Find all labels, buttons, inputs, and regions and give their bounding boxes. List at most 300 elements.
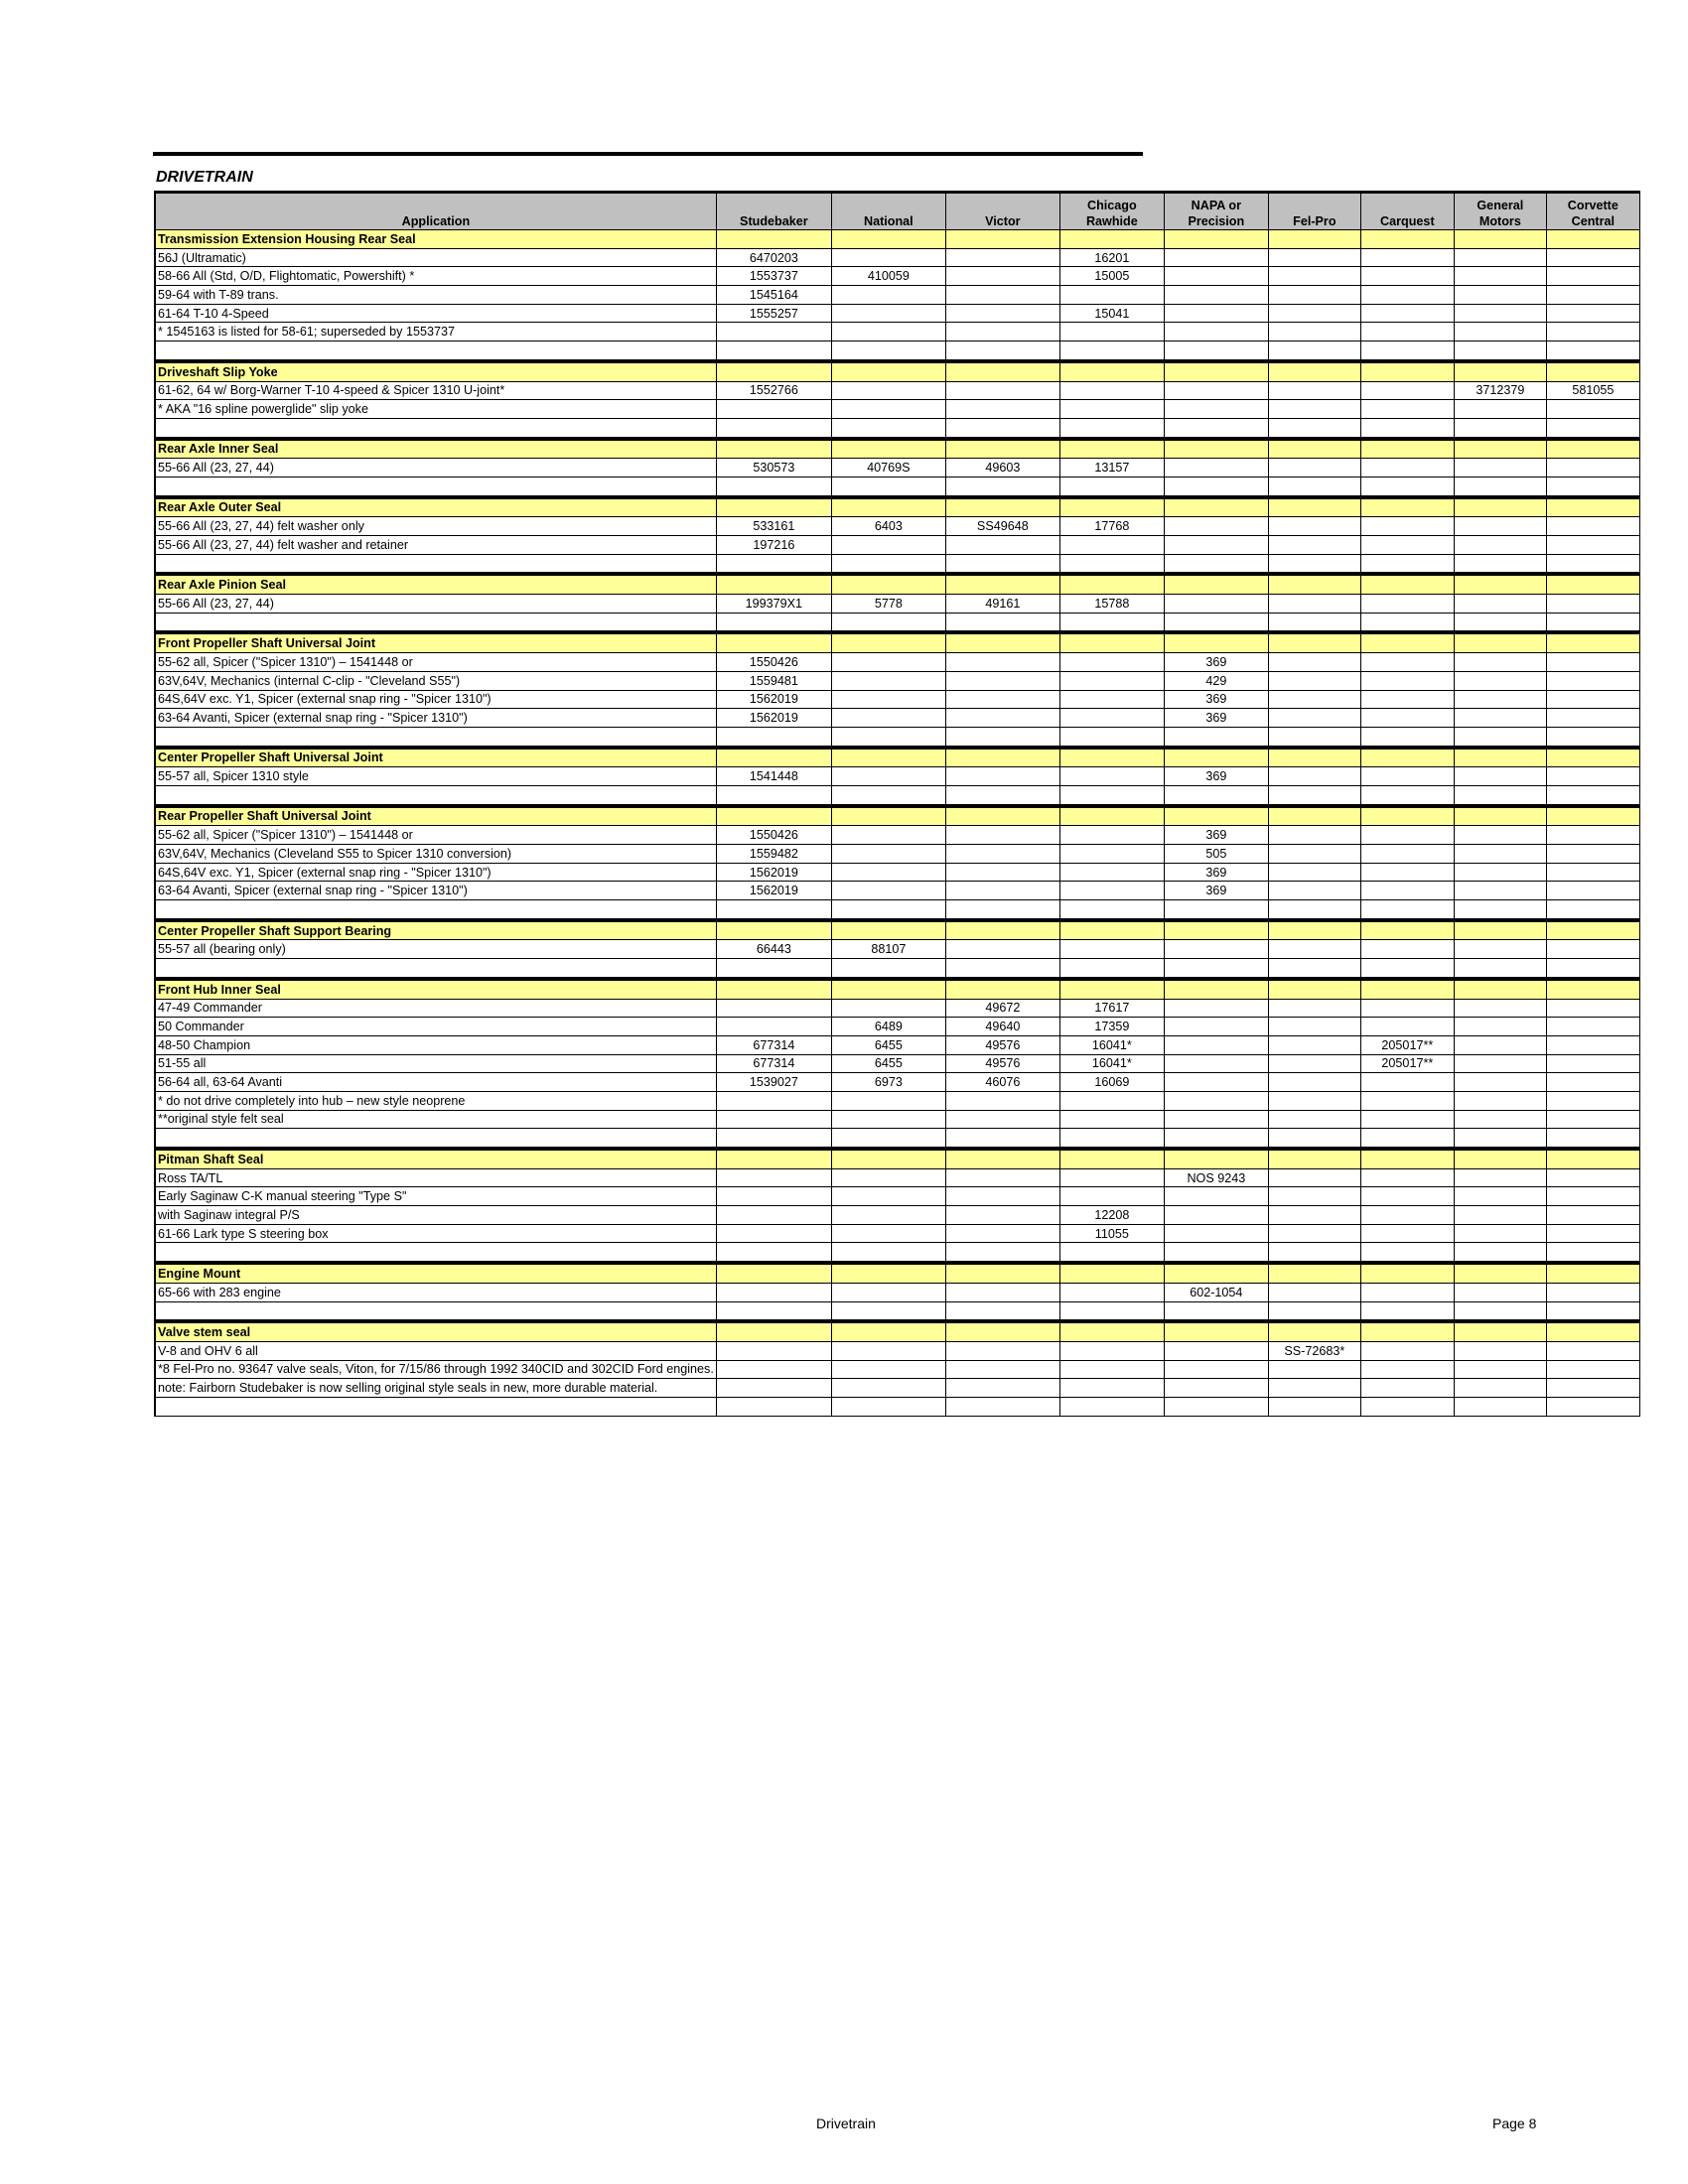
part-number-cell [1546, 286, 1639, 305]
part-number-cell [1360, 418, 1454, 438]
part-number-cell [1360, 900, 1454, 920]
part-number-cell [945, 400, 1059, 419]
part-number-cell [1268, 863, 1360, 882]
part-number-cell [1546, 900, 1639, 920]
section-cell [716, 497, 831, 517]
section-label: Rear Axle Inner Seal [155, 439, 716, 459]
part-number-cell [1546, 1301, 1639, 1321]
part-number-cell [1454, 304, 1546, 323]
section-cell [1164, 920, 1268, 940]
part-number-cell [1360, 1341, 1454, 1360]
part-number-cell [1164, 418, 1268, 438]
part-number-cell [831, 536, 945, 555]
part-number-cell: 369 [1164, 863, 1268, 882]
part-number-cell [831, 767, 945, 786]
part-number-cell [1059, 690, 1164, 709]
blank-row [155, 727, 1639, 747]
part-number-cell [1454, 785, 1546, 805]
header-row [155, 193, 1639, 230]
part-number-cell: 530573 [716, 459, 831, 478]
application-cell: 61-62, 64 w/ Borg-Warner T-10 4-speed & Spicer 1310 U-joint* [155, 381, 716, 400]
part-number-cell [1360, 459, 1454, 478]
part-number-cell [1164, 1018, 1268, 1036]
part-number-cell: 1562019 [716, 709, 831, 728]
part-number-cell [1546, 1110, 1639, 1129]
table-row [155, 1360, 1639, 1379]
part-number-cell [1454, 1187, 1546, 1206]
part-number-cell [831, 845, 945, 864]
section-header-row [155, 497, 1639, 517]
table-row [155, 1054, 1639, 1073]
part-number-cell [831, 671, 945, 690]
section-cell [1360, 439, 1454, 459]
table-row [155, 323, 1639, 341]
part-number-cell [831, 1397, 945, 1416]
application-cell [155, 959, 716, 979]
application-cell: 55-66 All (23, 27, 44) [155, 595, 716, 614]
part-number-cell [716, 477, 831, 496]
part-number-cell [1454, 1224, 1546, 1243]
part-number-cell [945, 1224, 1059, 1243]
section-cell [1546, 497, 1639, 517]
section-header-row [155, 806, 1639, 826]
part-number-cell: 1541448 [716, 767, 831, 786]
table-row [155, 536, 1639, 555]
part-number-cell [1268, 286, 1360, 305]
table-row [155, 690, 1639, 709]
section-label: Engine Mount [155, 1263, 716, 1283]
section-cell [1454, 979, 1546, 999]
section-cell [1546, 439, 1639, 459]
application-cell: 50 Commander [155, 1018, 716, 1036]
part-number-cell [1546, 1091, 1639, 1110]
part-number-cell [1454, 286, 1546, 305]
section-cell [1546, 1263, 1639, 1283]
table-row [155, 826, 1639, 845]
section-cell [831, 230, 945, 249]
section-cell [1268, 574, 1360, 594]
part-number-cell [1268, 959, 1360, 979]
section-cell [1059, 361, 1164, 381]
part-number-cell [1059, 1168, 1164, 1187]
application-cell: 64S,64V exc. Y1, Spicer (external snap ring - "Spicer 1310") [155, 863, 716, 882]
section-cell [716, 574, 831, 594]
part-number-cell [1454, 767, 1546, 786]
part-number-cell [1360, 1018, 1454, 1036]
part-number-cell [945, 709, 1059, 728]
section-cell [1454, 632, 1546, 652]
part-number-cell: 15788 [1059, 595, 1164, 614]
part-number-cell [1546, 1360, 1639, 1379]
part-number-cell [716, 554, 831, 574]
part-number-cell [945, 1110, 1059, 1129]
part-number-cell [1546, 882, 1639, 900]
part-number-cell [1268, 1018, 1360, 1036]
section-cell [1268, 497, 1360, 517]
part-number-cell [716, 1360, 831, 1379]
part-number-cell [1546, 1283, 1639, 1301]
section-cell [945, 1263, 1059, 1283]
section-cell [1164, 1149, 1268, 1168]
blank-row [155, 613, 1639, 632]
part-number-cell [831, 1360, 945, 1379]
table-row [155, 940, 1639, 959]
part-number-cell [1360, 267, 1454, 286]
part-number-cell [1454, 1283, 1546, 1301]
part-number-cell [1546, 554, 1639, 574]
part-number-cell [1454, 1360, 1546, 1379]
part-number-cell [1059, 727, 1164, 747]
part-number-cell [945, 1283, 1059, 1301]
column-header: Chicago Rawhide [1059, 193, 1164, 230]
part-number-cell [1164, 554, 1268, 574]
part-number-cell [1059, 826, 1164, 845]
section-cell [945, 439, 1059, 459]
part-number-cell: 429 [1164, 671, 1268, 690]
part-number-cell [1360, 381, 1454, 400]
part-number-cell [1360, 882, 1454, 900]
part-number-cell [1360, 1360, 1454, 1379]
part-number-cell [945, 826, 1059, 845]
part-number-cell [716, 341, 831, 361]
section-cell [945, 806, 1059, 826]
section-cell [716, 632, 831, 652]
part-number-cell [1360, 826, 1454, 845]
part-number-cell [1164, 595, 1268, 614]
table-row [155, 1187, 1639, 1206]
part-number-cell [945, 1243, 1059, 1263]
part-number-cell [1360, 709, 1454, 728]
application-cell [155, 1301, 716, 1321]
section-cell [831, 1149, 945, 1168]
part-number-cell [1164, 999, 1268, 1018]
application-cell: V-8 and OHV 6 all [155, 1341, 716, 1360]
section-cell [1059, 1321, 1164, 1341]
blank-row [155, 477, 1639, 496]
part-number-cell: 1552766 [716, 381, 831, 400]
part-number-cell [945, 940, 1059, 959]
part-number-cell: 369 [1164, 653, 1268, 672]
part-number-cell [945, 341, 1059, 361]
part-number-cell [945, 1360, 1059, 1379]
part-number-cell [1059, 477, 1164, 496]
part-number-cell [1059, 1243, 1164, 1263]
part-number-cell [1546, 595, 1639, 614]
part-number-cell [716, 1224, 831, 1243]
application-cell [155, 341, 716, 361]
part-number-cell [1546, 1224, 1639, 1243]
part-number-cell [1546, 940, 1639, 959]
blank-row [155, 1129, 1639, 1149]
section-cell [1164, 748, 1268, 767]
blank-row [155, 341, 1639, 361]
application-cell: * AKA "16 spline powerglide" slip yoke [155, 400, 716, 419]
section-cell [1268, 439, 1360, 459]
part-number-cell: 46076 [945, 1073, 1059, 1092]
section-cell [1546, 632, 1639, 652]
part-number-cell [1268, 536, 1360, 555]
table-row [155, 1224, 1639, 1243]
part-number-cell [1268, 418, 1360, 438]
application-cell: 48-50 Champion [155, 1035, 716, 1054]
part-number-cell [1360, 517, 1454, 536]
section-cell [1268, 806, 1360, 826]
part-number-cell [831, 1301, 945, 1321]
part-number-cell [945, 613, 1059, 632]
part-number-cell: 49603 [945, 459, 1059, 478]
section-cell [1268, 1149, 1360, 1168]
table-row [155, 863, 1639, 882]
part-number-cell [1268, 400, 1360, 419]
part-number-cell: 1550426 [716, 826, 831, 845]
section-cell [1164, 230, 1268, 249]
part-number-cell [1454, 653, 1546, 672]
part-number-cell: 369 [1164, 826, 1268, 845]
part-number-cell [1454, 1091, 1546, 1110]
section-cell [945, 632, 1059, 652]
application-cell: 63V,64V, Mechanics (internal C-clip - "Cleveland S55") [155, 671, 716, 690]
part-number-cell: 1545164 [716, 286, 831, 305]
part-number-cell [945, 323, 1059, 341]
part-number-cell [1546, 400, 1639, 419]
part-number-cell: SS-72683* [1268, 1341, 1360, 1360]
section-label: Front Hub Inner Seal [155, 979, 716, 999]
part-number-cell [1360, 863, 1454, 882]
part-number-cell [945, 1301, 1059, 1321]
section-cell [1360, 979, 1454, 999]
section-cell [1268, 230, 1360, 249]
part-number-cell [1546, 1018, 1639, 1036]
part-number-cell: 15041 [1059, 304, 1164, 323]
part-number-cell [945, 304, 1059, 323]
section-cell [716, 920, 831, 940]
part-number-cell [716, 727, 831, 747]
section-cell [1360, 806, 1454, 826]
part-number-cell: 1539027 [716, 1073, 831, 1092]
part-number-cell [1360, 845, 1454, 864]
part-number-cell [1454, 1110, 1546, 1129]
section-cell [831, 1321, 945, 1341]
table-row [155, 267, 1639, 286]
part-number-cell [1546, 959, 1639, 979]
part-number-cell [716, 785, 831, 805]
table-row [155, 400, 1639, 419]
part-number-cell: 6455 [831, 1035, 945, 1054]
part-number-cell [1268, 304, 1360, 323]
part-number-cell [831, 959, 945, 979]
part-number-cell [1059, 709, 1164, 728]
part-number-cell [1268, 517, 1360, 536]
section-cell [1546, 979, 1639, 999]
part-number-cell [1546, 1206, 1639, 1225]
part-number-cell [831, 709, 945, 728]
part-number-cell [945, 959, 1059, 979]
part-number-cell: 205017** [1360, 1054, 1454, 1073]
section-cell [1268, 748, 1360, 767]
table-row [155, 1091, 1639, 1110]
application-cell: *8 Fel-Pro no. 93647 valve seals, Viton, for 7/15/86 through 1992 340CID and 302CID Ford engines. [155, 1360, 716, 1379]
part-number-cell [945, 267, 1059, 286]
section-label: Valve stem seal [155, 1321, 716, 1341]
part-number-cell: 17768 [1059, 517, 1164, 536]
part-number-cell [831, 826, 945, 845]
part-number-cell [1164, 900, 1268, 920]
section-cell [1059, 979, 1164, 999]
part-number-cell: 88107 [831, 940, 945, 959]
part-number-cell [945, 767, 1059, 786]
part-number-cell [1164, 341, 1268, 361]
section-cell [1059, 632, 1164, 652]
part-number-cell [1268, 900, 1360, 920]
part-number-cell [1268, 767, 1360, 786]
part-number-cell [1268, 381, 1360, 400]
part-number-cell [1454, 727, 1546, 747]
section-cell [1360, 1263, 1454, 1283]
part-number-cell [1268, 690, 1360, 709]
section-label: Transmission Extension Housing Rear Seal [155, 230, 716, 249]
part-number-cell: 1559481 [716, 671, 831, 690]
part-number-cell [1454, 709, 1546, 728]
part-number-cell [1164, 1187, 1268, 1206]
part-number-cell [1268, 1110, 1360, 1129]
part-number-cell [1546, 1129, 1639, 1149]
part-number-cell [1454, 845, 1546, 864]
part-number-cell: 49576 [945, 1054, 1059, 1073]
part-number-cell [1360, 477, 1454, 496]
part-number-cell [1268, 653, 1360, 672]
part-number-cell [831, 1110, 945, 1129]
part-number-cell [1164, 459, 1268, 478]
application-cell [155, 613, 716, 632]
part-number-cell [1546, 1397, 1639, 1416]
part-number-cell [831, 1206, 945, 1225]
column-header: General Motors [1454, 193, 1546, 230]
part-number-cell [1268, 999, 1360, 1018]
part-number-cell [1360, 1129, 1454, 1149]
section-cell [831, 497, 945, 517]
part-number-cell [1059, 1091, 1164, 1110]
part-number-cell [1546, 248, 1639, 267]
part-number-cell [1360, 653, 1454, 672]
section-cell [1454, 748, 1546, 767]
part-number-cell [831, 1224, 945, 1243]
part-number-cell [945, 727, 1059, 747]
part-number-cell [1164, 1054, 1268, 1073]
section-cell [945, 979, 1059, 999]
part-number-cell [831, 418, 945, 438]
part-number-cell [945, 863, 1059, 882]
section-cell [1546, 748, 1639, 767]
section-cell [1454, 806, 1546, 826]
part-number-cell [1360, 1110, 1454, 1129]
part-number-cell: 369 [1164, 767, 1268, 786]
application-cell: Ross TA/TL [155, 1168, 716, 1187]
section-cell [1360, 920, 1454, 940]
part-number-cell: 410059 [831, 267, 945, 286]
section-cell [1268, 1263, 1360, 1283]
part-number-cell [716, 1206, 831, 1225]
section-cell [1546, 806, 1639, 826]
part-number-cell [1059, 323, 1164, 341]
part-number-cell [1059, 1360, 1164, 1379]
section-cell [1454, 574, 1546, 594]
section-cell [716, 1321, 831, 1341]
section-header-row [155, 1149, 1639, 1168]
part-number-cell [1454, 1397, 1546, 1416]
section-cell [945, 748, 1059, 767]
part-number-cell [1360, 999, 1454, 1018]
part-number-cell [1454, 690, 1546, 709]
section-cell [1360, 230, 1454, 249]
part-number-cell: 16041* [1059, 1035, 1164, 1054]
part-number-cell [1546, 613, 1639, 632]
part-number-cell [831, 381, 945, 400]
section-cell [716, 361, 831, 381]
part-number-cell [1268, 940, 1360, 959]
section-cell [1454, 361, 1546, 381]
part-number-cell [716, 999, 831, 1018]
part-number-cell [1360, 1224, 1454, 1243]
part-number-cell [1059, 554, 1164, 574]
part-number-cell [1360, 1168, 1454, 1187]
part-number-cell [1454, 477, 1546, 496]
part-number-cell [1454, 1379, 1546, 1398]
part-number-cell [1164, 1091, 1268, 1110]
part-number-cell [831, 554, 945, 574]
part-number-cell [831, 477, 945, 496]
application-cell: 61-66 Lark type S steering box [155, 1224, 716, 1243]
part-number-cell: 15005 [1059, 267, 1164, 286]
section-label: Rear Axle Pinion Seal [155, 574, 716, 594]
part-number-cell: 677314 [716, 1054, 831, 1073]
table-row [155, 767, 1639, 786]
part-number-cell: 49640 [945, 1018, 1059, 1036]
part-number-cell [1360, 536, 1454, 555]
application-cell [155, 900, 716, 920]
table-row [155, 248, 1639, 267]
section-cell [1268, 361, 1360, 381]
part-number-cell: 533161 [716, 517, 831, 536]
part-number-cell [1059, 671, 1164, 690]
section-cell [716, 806, 831, 826]
table-row [155, 1283, 1639, 1301]
part-number-cell [1454, 418, 1546, 438]
part-number-cell: 6470203 [716, 248, 831, 267]
part-number-cell: NOS 9243 [1164, 1168, 1268, 1187]
part-number-cell [1164, 785, 1268, 805]
part-number-cell [1454, 248, 1546, 267]
section-header-row [155, 632, 1639, 652]
part-number-cell [945, 381, 1059, 400]
part-number-cell [1164, 1379, 1268, 1398]
part-number-cell [831, 1283, 945, 1301]
part-number-cell [831, 1243, 945, 1263]
section-cell [1454, 1263, 1546, 1283]
part-number-cell [1164, 1035, 1268, 1054]
application-cell: 55-66 All (23, 27, 44) [155, 459, 716, 478]
part-number-cell [945, 1379, 1059, 1398]
part-number-cell [1454, 613, 1546, 632]
part-number-cell [831, 323, 945, 341]
part-number-cell [1268, 845, 1360, 864]
part-number-cell [1454, 1168, 1546, 1187]
application-cell [155, 477, 716, 496]
part-number-cell [831, 863, 945, 882]
application-cell: with Saginaw integral P/S [155, 1206, 716, 1225]
application-cell: Early Saginaw C-K manual steering "Type S" [155, 1187, 716, 1206]
section-label: Center Propeller Shaft Universal Joint [155, 748, 716, 767]
part-number-cell [945, 1206, 1059, 1225]
